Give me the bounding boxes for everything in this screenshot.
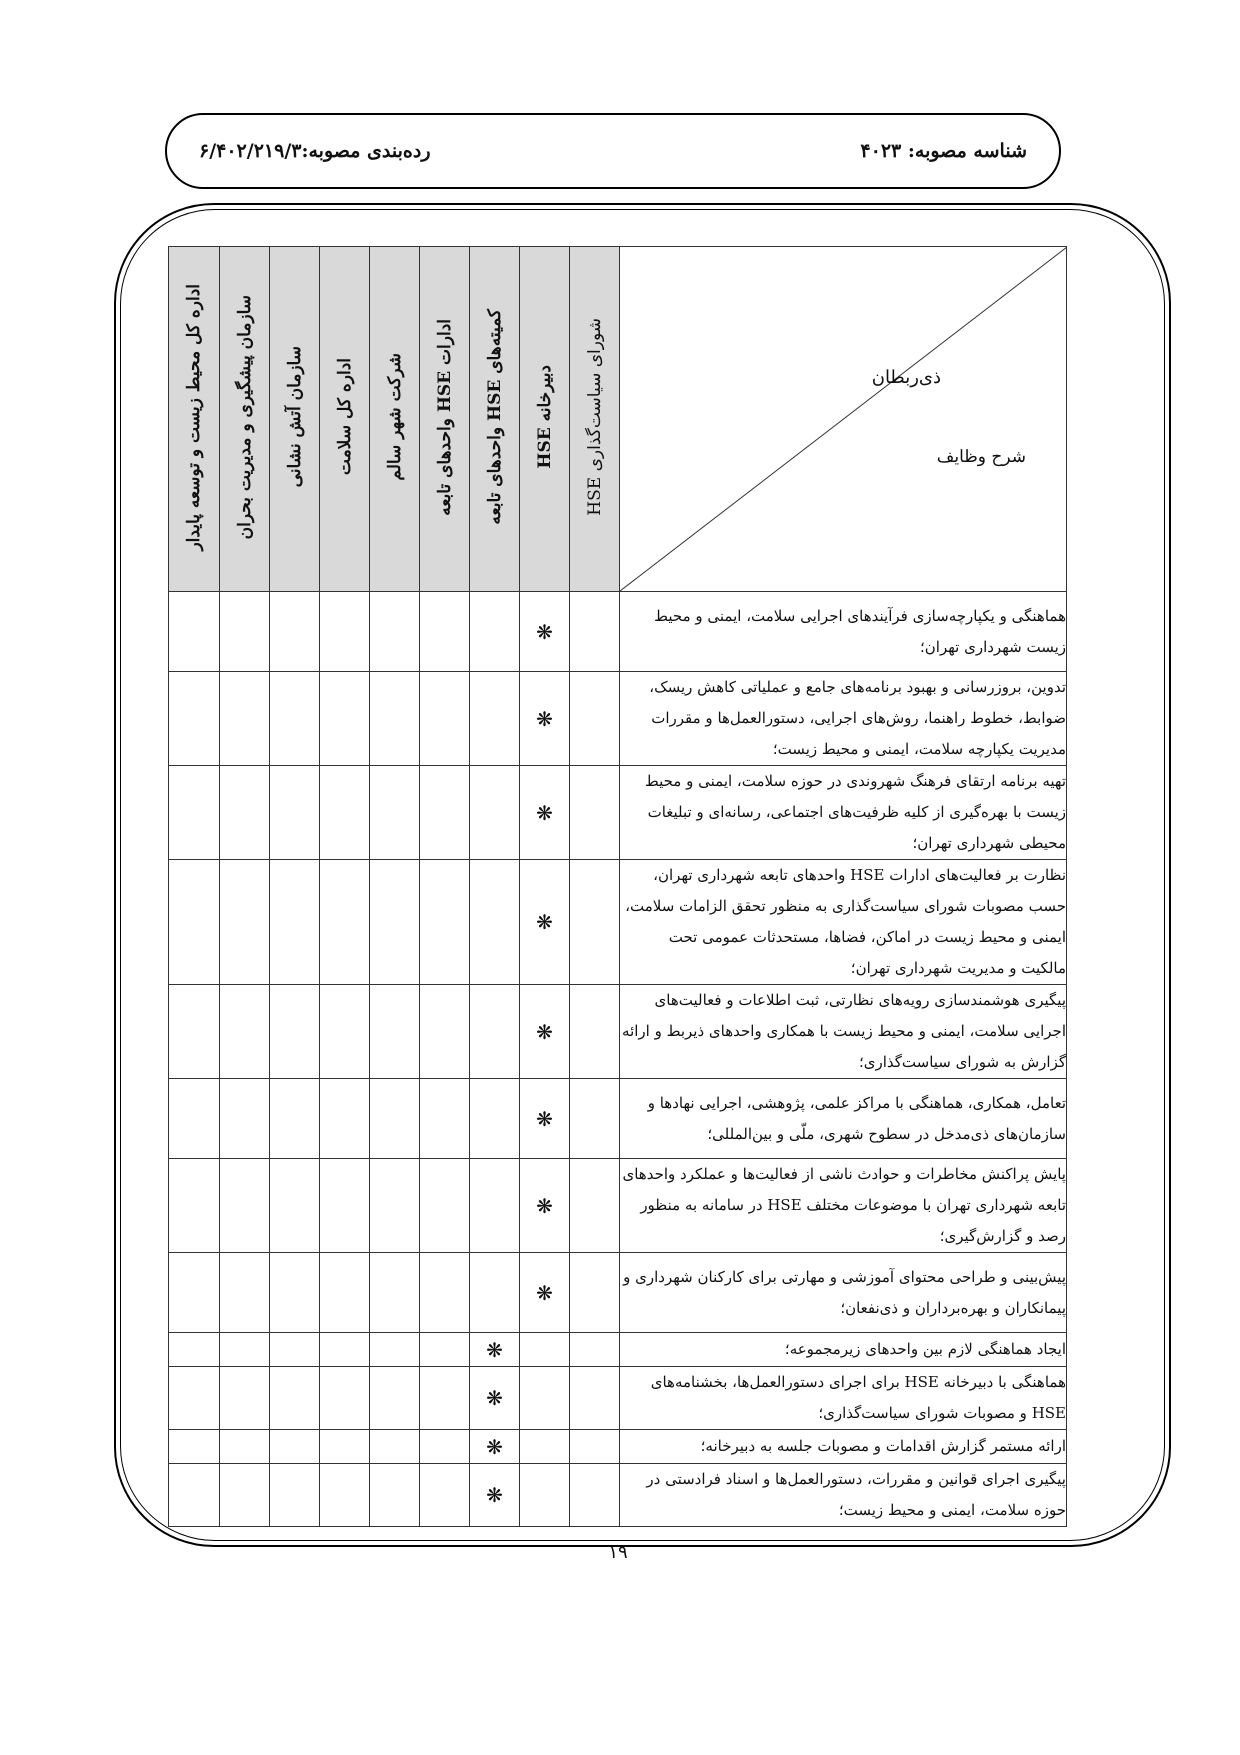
- table-row: [169, 592, 1067, 672]
- empty-cell: [270, 1430, 320, 1464]
- table-row: [169, 860, 1067, 985]
- empty-cell: [370, 1333, 420, 1367]
- empty-cell: [370, 1159, 420, 1253]
- duty-description: پیش‌بینی و طراحی محتوای آموزشی و مهارتی برای کارکنان شهرداری و پیمانکاران و بهره‌برداران و ذی‌نفعان؛: [620, 1253, 1067, 1333]
- column-header: اداره کل سلامت: [320, 247, 370, 592]
- empty-cell: [570, 1464, 620, 1527]
- diagonal-line: [620, 247, 1067, 591]
- duty-description: پیگیری اجرای قوانین و مقررات، دستورالعمل‌ها و اسناد فرادستی در حوزه سلامت، ایمنی و محیط زیست؛: [620, 1464, 1067, 1527]
- empty-cell: [320, 672, 370, 766]
- empty-cell: [270, 592, 320, 672]
- empty-cell: [270, 1253, 320, 1333]
- empty-cell: [270, 1464, 320, 1527]
- column-header: شرکت شهر سالم: [370, 247, 420, 592]
- empty-cell: [420, 1253, 470, 1333]
- resolution-header: [165, 113, 1061, 189]
- column-header: ادارات HSE واحدهای تابعه: [420, 247, 470, 592]
- responsibility-mark: ❋: [520, 672, 570, 766]
- responsibility-mark: ❋: [520, 766, 570, 860]
- empty-cell: [270, 985, 320, 1079]
- empty-cell: [320, 1079, 370, 1159]
- empty-cell: [570, 672, 620, 766]
- empty-cell: [420, 1333, 470, 1367]
- empty-cell: [169, 1333, 220, 1367]
- empty-cell: [169, 672, 220, 766]
- empty-cell: [570, 1333, 620, 1367]
- empty-cell: [220, 1367, 270, 1430]
- empty-cell: [570, 1079, 620, 1159]
- empty-cell: [220, 860, 270, 985]
- empty-cell: [370, 860, 420, 985]
- responsibility-mark: ❋: [470, 1367, 520, 1430]
- empty-cell: [220, 1253, 270, 1333]
- table-row: [169, 672, 1067, 766]
- empty-cell: [570, 766, 620, 860]
- empty-cell: [270, 1159, 320, 1253]
- empty-cell: [370, 1079, 420, 1159]
- empty-cell: [169, 860, 220, 985]
- empty-cell: [370, 592, 420, 672]
- empty-cell: [169, 1159, 220, 1253]
- empty-cell: [270, 766, 320, 860]
- column-header: اداره کل محیط زیست و توسعه پایدار: [169, 247, 220, 592]
- empty-cell: [470, 1079, 520, 1159]
- empty-cell: [270, 1367, 320, 1430]
- responsibility-mark: ❋: [520, 860, 570, 985]
- table-row: [169, 766, 1067, 860]
- empty-cell: [320, 592, 370, 672]
- empty-cell: [270, 672, 320, 766]
- responsibility-mark: ❋: [470, 1333, 520, 1367]
- empty-cell: [370, 1253, 420, 1333]
- empty-cell: [220, 985, 270, 1079]
- empty-cell: [220, 766, 270, 860]
- column-header: کمیته‌های HSE واحدهای تابعه: [470, 247, 520, 592]
- empty-cell: [320, 860, 370, 985]
- responsibility-mark: ❋: [520, 1079, 570, 1159]
- empty-cell: [470, 860, 520, 985]
- empty-cell: [320, 985, 370, 1079]
- empty-cell: [420, 766, 470, 860]
- empty-cell: [370, 766, 420, 860]
- empty-cell: [169, 1367, 220, 1430]
- column-header: سازمان آتش نشانی: [270, 247, 320, 592]
- empty-cell: [570, 1430, 620, 1464]
- empty-cell: [370, 672, 420, 766]
- empty-cell: [420, 592, 470, 672]
- corner-diagonal-cell: [620, 247, 1067, 592]
- empty-cell: [470, 1159, 520, 1253]
- duties-table: [168, 246, 1067, 1527]
- responsibility-mark: ❋: [470, 1430, 520, 1464]
- empty-cell: [520, 1464, 570, 1527]
- empty-cell: [470, 1253, 520, 1333]
- empty-cell: [420, 860, 470, 985]
- column-header: دبیرخانه HSE: [520, 247, 570, 592]
- empty-cell: [220, 672, 270, 766]
- duty-description: تهیه برنامه ارتقای فرهنگ شهروندی در حوزه سلامت، ایمنی و محیط زیست با بهره‌گیری از کلیه ظرفیت‌های اجتماعی، رسانه‌ای و تبلیغات محیطی شهرداری تهران؛: [620, 766, 1067, 860]
- empty-cell: [320, 1253, 370, 1333]
- table-body: [169, 592, 1067, 1527]
- resolution-id: شناسه مصوبه: ۴۰۲۳: [860, 140, 1027, 162]
- responsibility-mark: ❋: [520, 592, 570, 672]
- responsibility-mark: ❋: [470, 1464, 520, 1527]
- empty-cell: [220, 1079, 270, 1159]
- table-row: [169, 1253, 1067, 1333]
- empty-cell: [220, 1333, 270, 1367]
- empty-cell: [570, 985, 620, 1079]
- column-header: سازمان پیشگیری و مدیریت بحران: [220, 247, 270, 592]
- table-row: [169, 1464, 1067, 1527]
- empty-cell: [169, 592, 220, 672]
- empty-cell: [370, 1367, 420, 1430]
- empty-cell: [520, 1333, 570, 1367]
- empty-cell: [420, 1464, 470, 1527]
- table-row: [169, 1333, 1067, 1367]
- empty-cell: [420, 1159, 470, 1253]
- empty-cell: [370, 1464, 420, 1527]
- empty-cell: [320, 1430, 370, 1464]
- empty-cell: [320, 1333, 370, 1367]
- stakeholders-label: ذی‌ربطان: [871, 367, 941, 388]
- empty-cell: [320, 1159, 370, 1253]
- empty-cell: [420, 1367, 470, 1430]
- duties-label: شرح وظایف: [936, 447, 1026, 467]
- empty-cell: [220, 1430, 270, 1464]
- empty-cell: [220, 592, 270, 672]
- duty-description: ایجاد هماهنگی لازم بین واحدهای زیرمجموعه؛: [620, 1333, 1067, 1367]
- empty-cell: [570, 592, 620, 672]
- empty-cell: [470, 766, 520, 860]
- table-header-row: [169, 247, 1067, 592]
- table-row: [169, 1079, 1067, 1159]
- page-number: ۱۹: [608, 1542, 628, 1563]
- empty-cell: [320, 1367, 370, 1430]
- empty-cell: [169, 985, 220, 1079]
- empty-cell: [570, 1253, 620, 1333]
- duty-description: هماهنگی و یکپارچه‌سازی فرآیندهای اجرایی سلامت، ایمنی و محیط زیست شهرداری تهران؛: [620, 592, 1067, 672]
- empty-cell: [520, 1430, 570, 1464]
- empty-cell: [169, 766, 220, 860]
- resolution-classification: رده‌بندی مصوبه:۶/۴۰۲/۲۱۹/۳: [199, 140, 431, 162]
- duty-description: پایش پراکنش مخاطرات و حوادث ناشی از فعالیت‌ها و عملکرد واحدهای تابعه شهرداری تهران با موضوعات مختلف HSE در سامانه به منظور رصد و گزارش‌گیری؛: [620, 1159, 1067, 1253]
- empty-cell: [320, 766, 370, 860]
- duty-description: هماهنگی با دبیرخانه HSE برای اجرای دستورالعمل‌ها، بخشنامه‌های HSE و مصوبات شورای سیاست‌گذاری؛: [620, 1367, 1067, 1430]
- empty-cell: [370, 985, 420, 1079]
- empty-cell: [420, 1079, 470, 1159]
- table-row: [169, 985, 1067, 1079]
- empty-cell: [520, 1367, 570, 1430]
- empty-cell: [570, 860, 620, 985]
- empty-cell: [420, 985, 470, 1079]
- empty-cell: [570, 1159, 620, 1253]
- table-row: [169, 1430, 1067, 1464]
- table-row: [169, 1159, 1067, 1253]
- empty-cell: [169, 1464, 220, 1527]
- duty-description: پیگیری هوشمندسازی رویه‌های نظارتی، ثبت اطلاعات و فعالیت‌های اجرایی سلامت، ایمنی و محیط زیست با همکاری واحدهای ذیربط و ارائه گزارش به شورای سیاست‌گذاری؛: [620, 985, 1067, 1079]
- empty-cell: [220, 1159, 270, 1253]
- empty-cell: [470, 985, 520, 1079]
- table-row: [169, 1367, 1067, 1430]
- empty-cell: [169, 1079, 220, 1159]
- empty-cell: [470, 592, 520, 672]
- empty-cell: [220, 1464, 270, 1527]
- duty-description: ارائه مستمر گزارش اقدامات و مصوبات جلسه به دبیرخانه؛: [620, 1430, 1067, 1464]
- duty-description: نظارت بر فعالیت‌های ادارات HSE واحدهای تابعه شهرداری تهران، حسب مصوبات شورای سیاست‌گذاری به منظور تحقق الزامات سلامت، ایمنی و محیط زیست در اماکن، فضاها، مستحدثات عمومی تحت مالکیت و مدیریت شهرداری تهران؛: [620, 860, 1067, 985]
- empty-cell: [270, 1079, 320, 1159]
- empty-cell: [470, 672, 520, 766]
- empty-cell: [270, 860, 320, 985]
- column-header: شورای سیاست‌گذاری HSE: [570, 247, 620, 592]
- responsibility-mark: ❋: [520, 1159, 570, 1253]
- empty-cell: [270, 1333, 320, 1367]
- duty-description: تعامل، همکاری، هماهنگی با مراکز علمی، پژوهشی، اجرایی نهادها و سازمان‌های ذی‌مدخل در سطوح شهری، ملّی و بین‌المللی؛: [620, 1079, 1067, 1159]
- empty-cell: [320, 1464, 370, 1527]
- responsibility-mark: ❋: [520, 985, 570, 1079]
- empty-cell: [169, 1430, 220, 1464]
- empty-cell: [370, 1430, 420, 1464]
- responsibility-mark: ❋: [520, 1253, 570, 1333]
- empty-cell: [420, 1430, 470, 1464]
- empty-cell: [570, 1367, 620, 1430]
- duty-description: تدوین، بروزرسانی و بهبود برنامه‌های جامع و عملیاتی کاهش ریسک، ضوابط، خطوط راهنما، روش‌های اجرایی، دستورالعمل‌ها و مقررات مدیریت یکپارچه سلامت، ایمنی و محیط زیست؛: [620, 672, 1067, 766]
- empty-cell: [169, 1253, 220, 1333]
- empty-cell: [420, 672, 470, 766]
